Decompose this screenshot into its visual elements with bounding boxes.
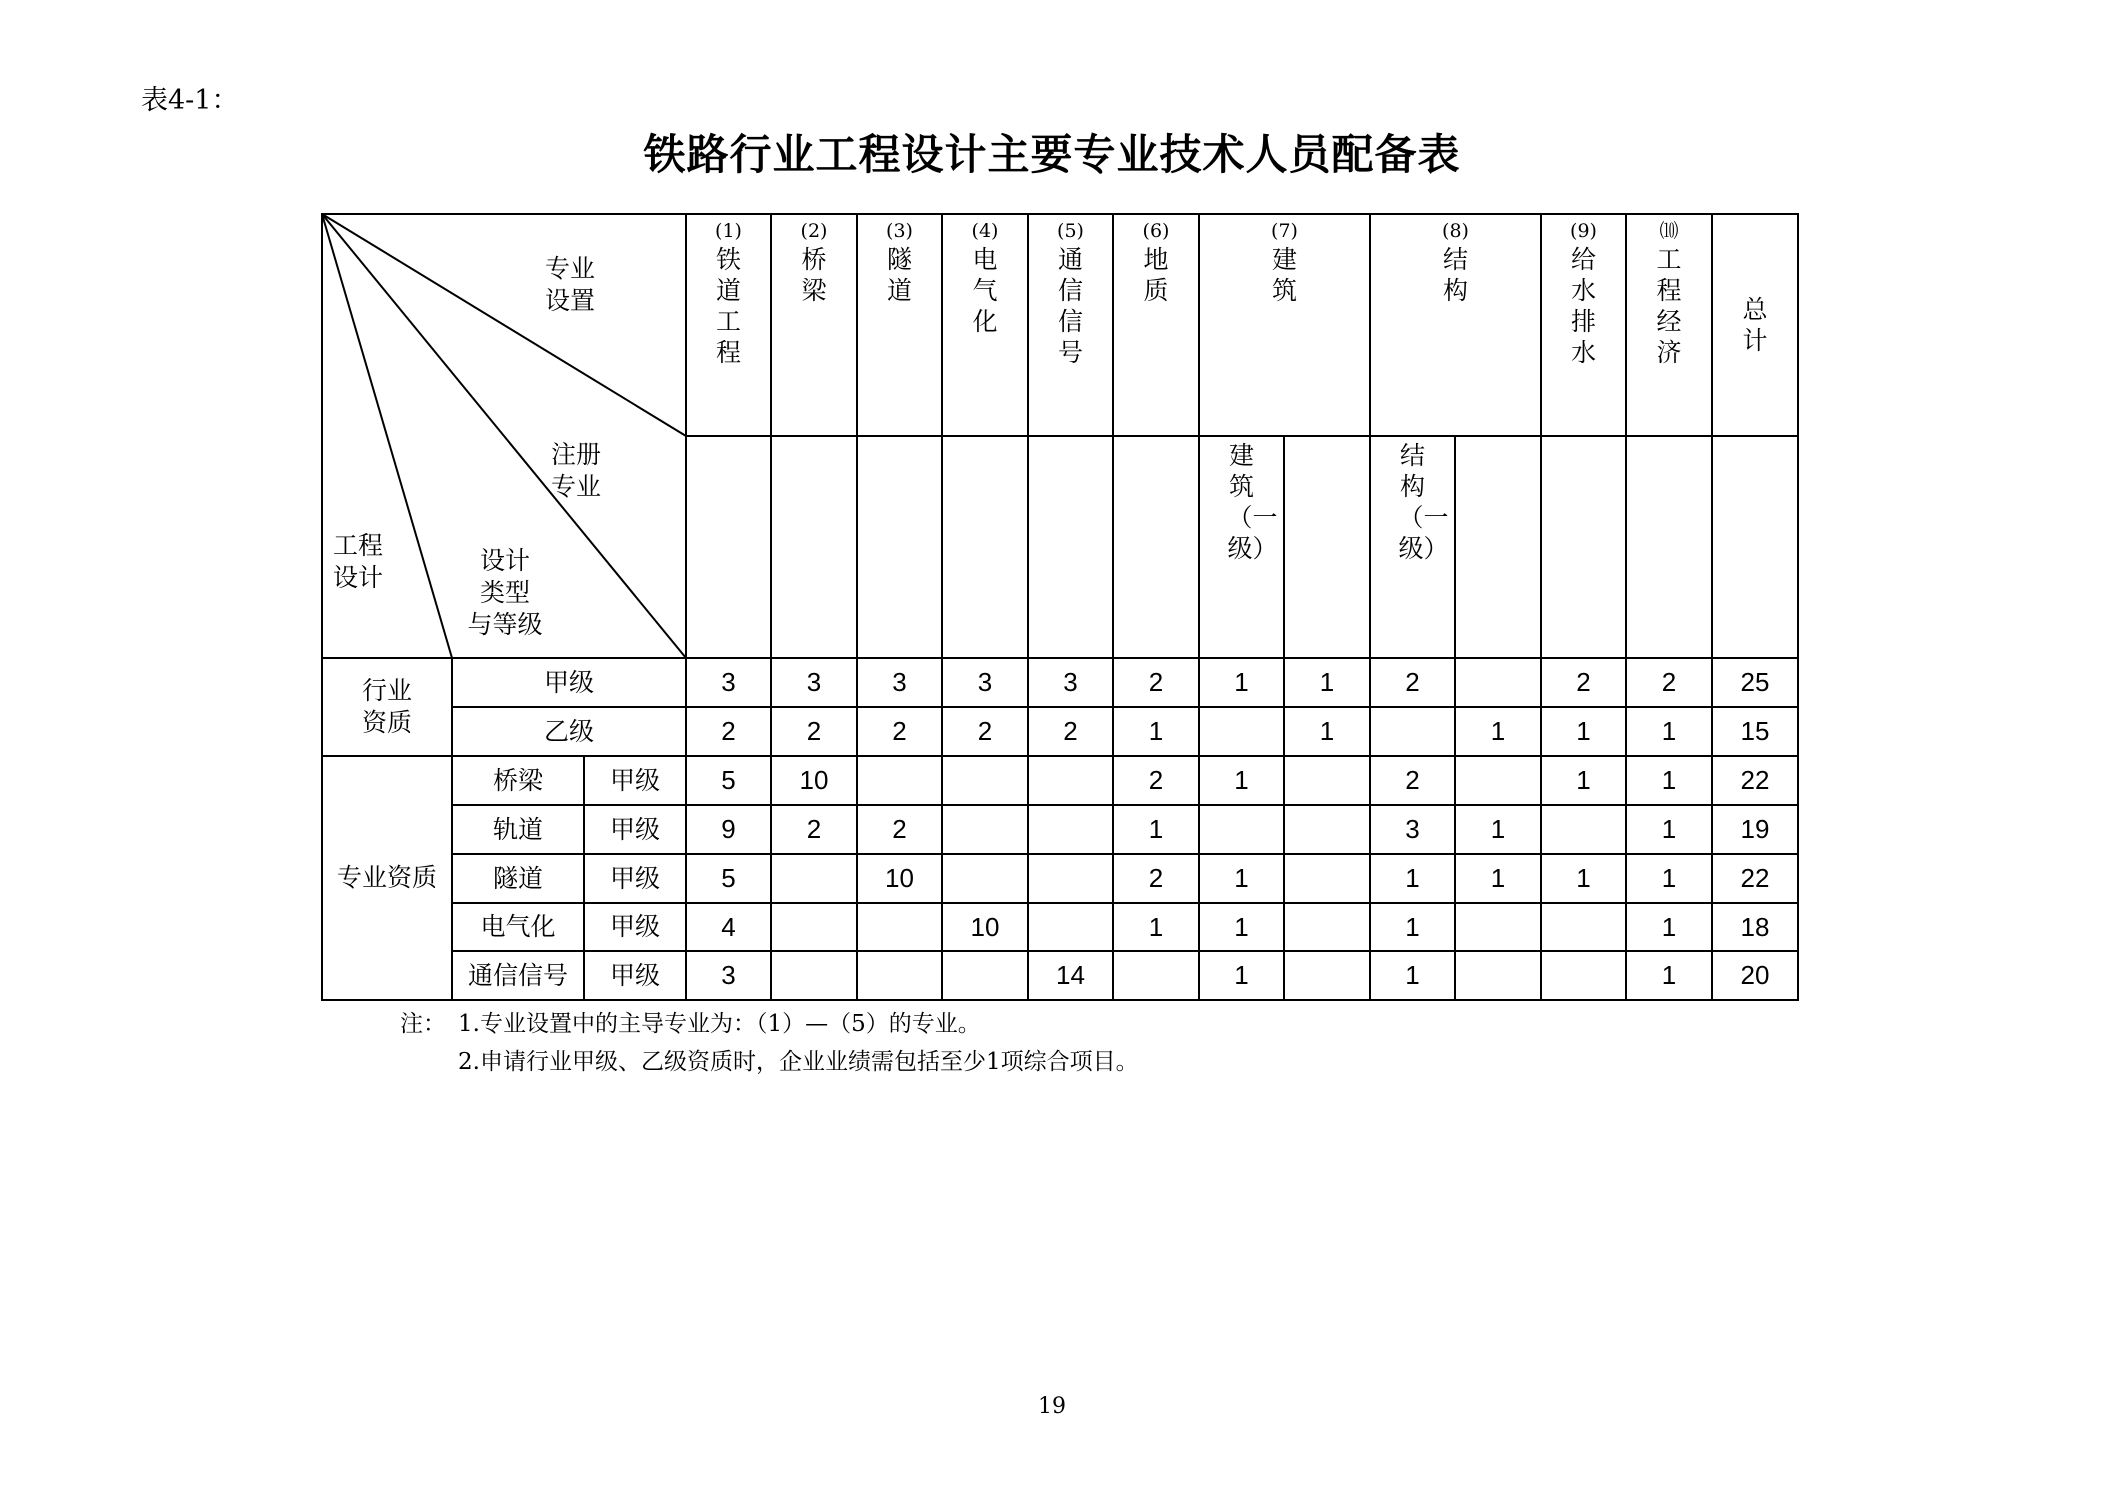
table-cell: 5 [721,863,736,893]
table-cell [942,805,1028,854]
registered-structure: 结构（一级） [1398,441,1449,563]
row-grade: 甲级 [609,863,660,893]
table-cell: 2 [1405,765,1420,795]
row-category: 乙级 [543,716,594,746]
table-cell: 1 [1234,765,1249,795]
table-cell: 1 [1148,716,1164,746]
table-cell [942,756,1028,805]
column-header: ⑽ 工程经济 [1656,220,1682,367]
column-header: (9) 给水排水 [1570,220,1597,367]
column-header: (2) 桥梁 [800,220,828,305]
table-cell [771,854,857,903]
table-cell [1370,707,1455,756]
table-cell [1284,756,1370,805]
table-cell: 14 [1056,960,1085,990]
row-category: 甲级 [543,667,594,697]
table-cell: 5 [721,765,736,795]
table-cell: 1 [1661,814,1677,844]
table-cell: 3 [721,667,736,697]
row-grade: 甲级 [609,814,660,844]
table-cell: 1 [1405,911,1420,942]
table-cell [1455,756,1541,805]
corner-label-engineering: 工程 设计 [332,531,383,592]
table-cell [1113,951,1199,1000]
table-cell [857,756,942,805]
table-cell: 1 [1234,667,1249,697]
table-cell [1284,805,1370,854]
group-industry-qualification: 行业 资质 [361,676,412,737]
table-cell: 10 [885,863,914,893]
row-category: 隧道 [492,863,543,893]
table-cell [1455,903,1541,951]
table-cell [1541,951,1626,1000]
table-cell [1541,805,1626,854]
table-cell: 1 [1319,667,1335,697]
row-category: 通信信号 [467,960,568,990]
table-cell [857,903,942,951]
table-cell: 1 [1661,863,1677,893]
page-title: 铁路行业工程设计主要专业技术人员配备表 [643,130,1461,179]
page-number: 19 [1038,1394,1066,1419]
table-cell: 10 [970,911,1000,942]
table-cell: 1 [1490,863,1506,893]
table-label: 表4-1： [141,85,239,116]
table-cell: 1 [1234,863,1249,893]
table-cell [1541,903,1626,951]
table-cell: 10 [799,765,829,795]
table-cell [1028,805,1113,854]
table-cell: 1 [1661,911,1677,942]
column-header: (5) 通信信号 [1057,220,1084,367]
table-cell: 1 [1405,863,1420,893]
table-cell [1455,951,1541,1000]
table-cell: 3 [721,960,736,990]
table-cell: 2 [892,716,907,746]
table-cell [1284,903,1370,951]
table-cell: 2 [977,716,993,746]
table-cell: 1 [1148,814,1164,844]
table-cell: 1 [1661,960,1677,990]
group-specialty-qualification: 专业资质 [336,863,437,892]
table-cell [771,951,857,1000]
table-cell: 1 [1490,814,1506,844]
table-cell: 2 [1148,863,1164,893]
corner-label-specialty: 专业 设置 [544,254,595,315]
table-cell: 2 [806,716,822,746]
table-cell: 2 [1576,667,1591,697]
table-cell [1199,805,1284,854]
row-category: 电气化 [480,912,556,941]
table-cell [1028,756,1113,805]
column-header: (7) 建筑 [1271,220,1298,305]
table-cell: 1 [1319,716,1335,746]
table-cell: 3 [1405,814,1420,844]
table-cell: 2 [1063,716,1078,746]
table-cell: 2 [1405,667,1420,697]
row-total: 15 [1740,716,1770,746]
row-category: 桥梁 [492,765,543,795]
table-cell: 1 [1490,716,1506,746]
table-cell [1455,658,1541,707]
table-cell: 1 [1661,765,1677,795]
column-header: (3) 隧道 [886,220,913,305]
row-grade: 甲级 [609,960,660,990]
table-cell: 1 [1148,911,1164,942]
table-cell: 3 [977,667,993,697]
table-cell [771,903,857,951]
corner-label-design-type: 设计 类型 与等级 [467,546,543,639]
row-grade: 甲级 [609,912,660,941]
row-total: 19 [1740,814,1770,844]
table-cell: 3 [806,667,822,697]
table-cell: 2 [1661,667,1677,697]
table-cell [1284,854,1370,903]
table-cell [1028,854,1113,903]
table-cell [1284,951,1370,1000]
table-cell [1028,903,1113,951]
note-line-1: 1.专业设置中的主导专业为：（1）—（5）的专业。 [458,1011,981,1037]
table-cell: 9 [721,814,736,844]
table-cell: 2 [1148,765,1164,795]
column-header: (1) 铁道工程 [715,220,742,367]
row-grade: 甲级 [609,765,660,795]
table-cell: 1 [1576,863,1591,893]
table-cell: 3 [1063,667,1078,697]
table-cell [857,951,942,1000]
column-header-total: 总计 [1742,295,1768,355]
row-total: 25 [1740,667,1770,697]
table-cell: 2 [721,716,736,746]
notes-prefix: 注： [400,1011,446,1037]
table-cell: 1 [1576,765,1591,795]
table-cell: 4 [721,911,736,942]
table-cell: 2 [806,814,822,844]
table-cell: 1 [1234,911,1249,942]
row-total: 22 [1740,863,1770,893]
table-cell [1199,707,1284,756]
corner-label-registered: 注册 专业 [550,440,601,501]
table-cell [942,854,1028,903]
row-total: 20 [1740,960,1770,990]
table-cell: 3 [892,667,907,697]
column-header: (4) 电气化 [971,220,999,336]
table-cell: 1 [1576,716,1591,746]
table-cell [942,951,1028,1000]
table-cell: 1 [1234,960,1249,990]
table-cell: 1 [1661,716,1677,746]
row-category: 轨道 [492,814,543,844]
row-total: 18 [1740,911,1770,942]
note-line-2: 2.申请行业甲级、乙级资质时，企业业绩需包括至少1项综合项目。 [458,1049,1139,1075]
row-total: 22 [1740,765,1770,795]
table-cell: 1 [1405,960,1420,990]
registered-architecture: 建筑（一级） [1227,441,1278,563]
column-header: (6) 地质 [1142,220,1170,305]
table-cell: 2 [892,814,907,844]
table-cell: 2 [1148,667,1164,697]
column-header: (8) 结构 [1442,220,1469,305]
